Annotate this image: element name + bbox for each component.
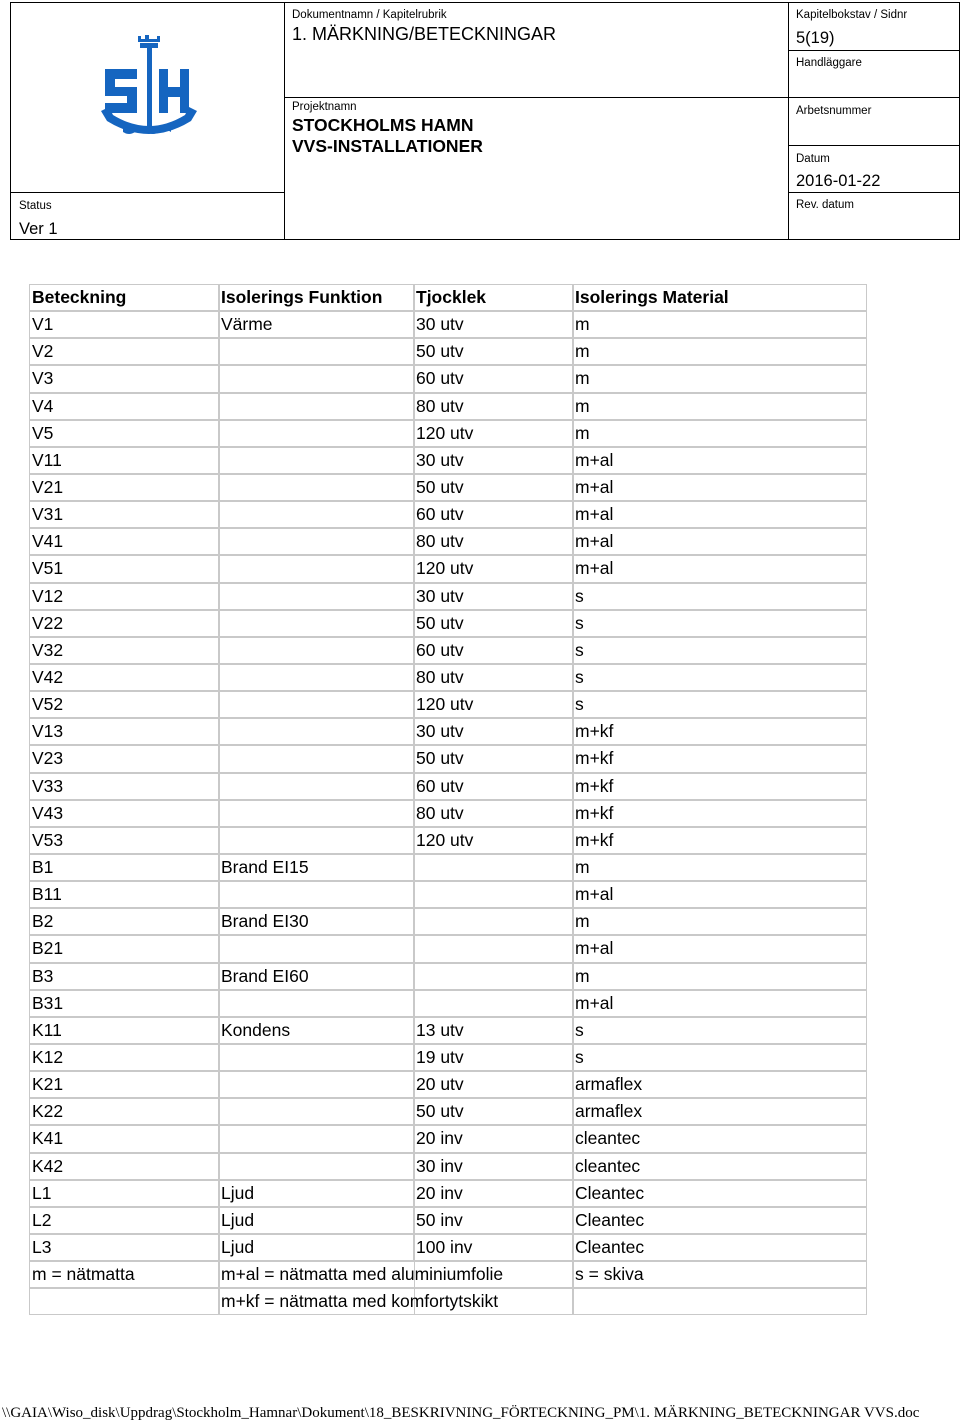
table-row bbox=[29, 501, 867, 528]
designation-cell: L1 bbox=[29, 1180, 220, 1207]
table-row bbox=[29, 1153, 867, 1180]
designation-cell: V42 bbox=[29, 664, 220, 691]
thickness-cell: 20 inv bbox=[413, 1180, 574, 1207]
material-cell: m bbox=[572, 963, 867, 990]
divider bbox=[788, 50, 959, 51]
column-header-material: Isolerings Material bbox=[572, 284, 867, 311]
thickness-cell: 50 utv bbox=[413, 338, 574, 365]
function-cell bbox=[218, 528, 415, 555]
material-cell: s bbox=[572, 583, 867, 610]
designation-cell: B2 bbox=[29, 908, 220, 935]
material-cell: s bbox=[572, 610, 867, 637]
project-name-line1: STOCKHOLMS HAMN bbox=[292, 115, 474, 135]
designation-cell: V1 bbox=[29, 311, 220, 338]
stockholms-hamn-logo bbox=[93, 33, 205, 141]
material-cell: Cleantec bbox=[572, 1234, 867, 1261]
function-cell: Brand EI30 bbox=[218, 908, 415, 935]
material-cell: Cleantec bbox=[572, 1180, 867, 1207]
table-row bbox=[29, 1044, 867, 1071]
thickness-cell: 30 utv bbox=[413, 311, 574, 338]
designation-cell: B11 bbox=[29, 881, 220, 908]
material-cell: m bbox=[572, 338, 867, 365]
material-cell: m bbox=[572, 393, 867, 420]
column-header-function: Isolerings Funktion bbox=[218, 284, 415, 311]
table-row bbox=[29, 800, 867, 827]
designation-cell: V2 bbox=[29, 338, 220, 365]
material-cell: m bbox=[572, 365, 867, 392]
thickness-cell bbox=[413, 990, 574, 1017]
designation-cell: V4 bbox=[29, 393, 220, 420]
thickness-cell: 30 inv bbox=[413, 1153, 574, 1180]
table-row bbox=[29, 555, 867, 582]
function-cell bbox=[218, 474, 415, 501]
material-cell: cleantec bbox=[572, 1125, 867, 1152]
function-cell bbox=[218, 935, 415, 962]
function-cell bbox=[218, 1044, 415, 1071]
designation-cell: V51 bbox=[29, 555, 220, 582]
designation-cell: K41 bbox=[29, 1125, 220, 1152]
function-cell bbox=[218, 447, 415, 474]
thickness-cell: 60 utv bbox=[413, 501, 574, 528]
table-row bbox=[29, 365, 867, 392]
designation-cell: V12 bbox=[29, 583, 220, 610]
designation-cell: K42 bbox=[29, 1153, 220, 1180]
thickness-cell bbox=[413, 908, 574, 935]
function-cell: Brand EI60 bbox=[218, 963, 415, 990]
function-cell: m+al = nätmatta med aluminiumfolie bbox=[218, 1261, 415, 1288]
thickness-cell: 60 utv bbox=[413, 365, 574, 392]
designation-cell: V21 bbox=[29, 474, 220, 501]
material-cell: s bbox=[572, 1044, 867, 1071]
thickness-cell: 120 utv bbox=[413, 555, 574, 582]
material-cell: m+al bbox=[572, 501, 867, 528]
divider bbox=[788, 3, 789, 239]
function-cell bbox=[218, 1125, 415, 1152]
project-label: Projektnamn bbox=[292, 101, 357, 113]
function-cell bbox=[218, 365, 415, 392]
designation-cell: L3 bbox=[29, 1234, 220, 1261]
material-cell: m+al bbox=[572, 935, 867, 962]
designation-cell: B21 bbox=[29, 935, 220, 962]
thickness-cell: 80 utv bbox=[413, 664, 574, 691]
material-cell: m+al bbox=[572, 528, 867, 555]
table-row bbox=[29, 718, 867, 745]
designation-cell: V23 bbox=[29, 745, 220, 772]
designation-cell: V53 bbox=[29, 827, 220, 854]
designation-cell: V33 bbox=[29, 773, 220, 800]
material-cell: m+al bbox=[572, 881, 867, 908]
table-row bbox=[29, 474, 867, 501]
table-row bbox=[29, 637, 867, 664]
thickness-cell: 100 inv bbox=[413, 1234, 574, 1261]
material-cell: m+kf bbox=[572, 718, 867, 745]
table-row bbox=[29, 1180, 867, 1207]
designation-cell: K12 bbox=[29, 1044, 220, 1071]
document-header bbox=[10, 2, 960, 240]
designation-cell: V13 bbox=[29, 718, 220, 745]
thickness-cell: 120 utv bbox=[413, 420, 574, 447]
material-cell: m+kf bbox=[572, 745, 867, 772]
thickness-cell: 80 utv bbox=[413, 528, 574, 555]
function-cell bbox=[218, 800, 415, 827]
function-cell bbox=[218, 827, 415, 854]
function-cell bbox=[218, 555, 415, 582]
legend-row bbox=[29, 1261, 867, 1288]
divider bbox=[11, 192, 284, 193]
function-cell bbox=[218, 718, 415, 745]
table-row bbox=[29, 1234, 867, 1261]
divider bbox=[284, 3, 285, 239]
material-cell: Cleantec bbox=[572, 1207, 867, 1234]
table-row bbox=[29, 610, 867, 637]
table-row bbox=[29, 528, 867, 555]
thickness-cell: 20 utv bbox=[413, 1071, 574, 1098]
designation-cell: L2 bbox=[29, 1207, 220, 1234]
designation-cell: V41 bbox=[29, 528, 220, 555]
date-label: Datum bbox=[796, 153, 830, 165]
designation-cell: V52 bbox=[29, 691, 220, 718]
table-row bbox=[29, 773, 867, 800]
table-row bbox=[29, 691, 867, 718]
material-cell: m+kf bbox=[572, 773, 867, 800]
designation-cell: V31 bbox=[29, 501, 220, 528]
material-cell: m+al bbox=[572, 990, 867, 1017]
function-cell bbox=[218, 691, 415, 718]
designation-cell: K21 bbox=[29, 1071, 220, 1098]
table-row bbox=[29, 990, 867, 1017]
file-path-footer: \\GAIA\Wiso_disk\Uppdrag\Stockholm_Hamnar\Dokument\18_BESKRIVNING_FÖRTECKNING_PM\1. MÄRKNING_BETECKNINGAR VVS.doc bbox=[2, 1405, 920, 1421]
table-row bbox=[29, 827, 867, 854]
material-cell: m bbox=[572, 908, 867, 935]
function-cell bbox=[218, 773, 415, 800]
table-row bbox=[29, 1071, 867, 1098]
thickness-cell: 19 utv bbox=[413, 1044, 574, 1071]
thickness-cell: 60 utv bbox=[413, 637, 574, 664]
column-header-thickness: Tjocklek bbox=[413, 284, 574, 311]
divider bbox=[284, 97, 959, 98]
thickness-cell: 120 utv bbox=[413, 691, 574, 718]
function-cell bbox=[218, 501, 415, 528]
thickness-cell: 50 inv bbox=[413, 1207, 574, 1234]
designation-cell: B3 bbox=[29, 963, 220, 990]
thickness-cell bbox=[413, 854, 574, 881]
material-cell: s bbox=[572, 691, 867, 718]
function-cell bbox=[218, 610, 415, 637]
handler-label: Handläggare bbox=[796, 57, 862, 69]
thickness-cell: 20 inv bbox=[413, 1125, 574, 1152]
function-cell: Värme bbox=[218, 311, 415, 338]
thickness-cell: 50 utv bbox=[413, 610, 574, 637]
table-row bbox=[29, 881, 867, 908]
function-cell bbox=[218, 583, 415, 610]
table-row bbox=[29, 935, 867, 962]
function-cell bbox=[218, 338, 415, 365]
status-value: Ver 1 bbox=[19, 220, 58, 238]
function-cell bbox=[218, 637, 415, 664]
material-cell: s bbox=[572, 664, 867, 691]
revision-date-label: Rev. datum bbox=[796, 199, 854, 211]
table-row bbox=[29, 311, 867, 338]
designation-cell: B31 bbox=[29, 990, 220, 1017]
function-cell: Ljud bbox=[218, 1180, 415, 1207]
material-cell: m bbox=[572, 420, 867, 447]
designation-cell: V22 bbox=[29, 610, 220, 637]
insulation-table bbox=[29, 284, 867, 1315]
function-cell: Ljud bbox=[218, 1207, 415, 1234]
table-row bbox=[29, 664, 867, 691]
designation-cell: V3 bbox=[29, 365, 220, 392]
date-value: 2016-01-22 bbox=[796, 172, 881, 190]
table-header-row bbox=[29, 284, 867, 311]
table-row bbox=[29, 1207, 867, 1234]
function-cell bbox=[218, 393, 415, 420]
document-title: 1. MÄRKNING/BETECKNINGAR bbox=[292, 24, 557, 44]
thickness-cell: 50 utv bbox=[413, 474, 574, 501]
material-cell: s = skiva bbox=[572, 1261, 867, 1288]
table-row bbox=[29, 1017, 867, 1044]
function-cell: Ljud bbox=[218, 1234, 415, 1261]
material-cell bbox=[572, 1288, 867, 1315]
thickness-cell: 30 utv bbox=[413, 583, 574, 610]
material-cell: m+kf bbox=[572, 800, 867, 827]
material-cell: s bbox=[572, 637, 867, 664]
table-row bbox=[29, 583, 867, 610]
function-cell bbox=[218, 745, 415, 772]
material-cell: m bbox=[572, 854, 867, 881]
function-cell: Brand EI15 bbox=[218, 854, 415, 881]
chapter-label: Kapitelbokstav / Sidnr bbox=[796, 9, 908, 21]
table-row bbox=[29, 908, 867, 935]
designation-cell: m = nätmatta bbox=[29, 1261, 220, 1288]
thickness-cell: 80 utv bbox=[413, 393, 574, 420]
function-cell bbox=[218, 420, 415, 447]
designation-cell: V5 bbox=[29, 420, 220, 447]
function-cell bbox=[218, 664, 415, 691]
material-cell: s bbox=[572, 1017, 867, 1044]
material-cell: m+al bbox=[572, 447, 867, 474]
divider bbox=[788, 145, 959, 146]
function-cell bbox=[218, 1071, 415, 1098]
thickness-cell: 13 utv bbox=[413, 1017, 574, 1044]
table-row bbox=[29, 963, 867, 990]
column-header-designation: Beteckning bbox=[29, 284, 220, 311]
thickness-cell: 80 utv bbox=[413, 800, 574, 827]
legend-row bbox=[29, 1288, 867, 1315]
designation-cell: B1 bbox=[29, 854, 220, 881]
table-row bbox=[29, 745, 867, 772]
material-cell: cleantec bbox=[572, 1153, 867, 1180]
divider bbox=[788, 192, 959, 193]
thickness-cell: 30 utv bbox=[413, 447, 574, 474]
table-row bbox=[29, 1125, 867, 1152]
table-row bbox=[29, 338, 867, 365]
thickness-cell: 50 utv bbox=[413, 745, 574, 772]
thickness-cell bbox=[413, 881, 574, 908]
function-cell: m+kf = nätmatta med komfortytskikt bbox=[218, 1288, 415, 1315]
material-cell: m+al bbox=[572, 555, 867, 582]
designation-cell: V43 bbox=[29, 800, 220, 827]
material-cell: armaflex bbox=[572, 1071, 867, 1098]
designation-cell: V11 bbox=[29, 447, 220, 474]
function-cell bbox=[218, 1098, 415, 1125]
material-cell: armaflex bbox=[572, 1098, 867, 1125]
material-cell: m+kf bbox=[572, 827, 867, 854]
designation-cell: K11 bbox=[29, 1017, 220, 1044]
thickness-cell: 50 utv bbox=[413, 1098, 574, 1125]
thickness-cell bbox=[413, 935, 574, 962]
table-row bbox=[29, 854, 867, 881]
function-cell: Kondens bbox=[218, 1017, 415, 1044]
designation-cell bbox=[29, 1288, 220, 1315]
table-row bbox=[29, 447, 867, 474]
function-cell bbox=[218, 881, 415, 908]
designation-cell: K22 bbox=[29, 1098, 220, 1125]
table-row bbox=[29, 420, 867, 447]
table-row bbox=[29, 1098, 867, 1125]
material-cell: m bbox=[572, 311, 867, 338]
material-cell: m+al bbox=[572, 474, 867, 501]
document-name-label: Dokumentnamn / Kapitelrubrik bbox=[292, 9, 447, 21]
thickness-cell: 120 utv bbox=[413, 827, 574, 854]
function-cell bbox=[218, 990, 415, 1017]
page-number: 5(19) bbox=[796, 29, 835, 47]
work-number-label: Arbetsnummer bbox=[796, 105, 872, 117]
thickness-cell bbox=[413, 963, 574, 990]
thickness-cell: 30 utv bbox=[413, 718, 574, 745]
status-label: Status bbox=[19, 200, 52, 212]
designation-cell: V32 bbox=[29, 637, 220, 664]
function-cell bbox=[218, 1153, 415, 1180]
thickness-cell: 60 utv bbox=[413, 773, 574, 800]
project-name-line2: VVS-INSTALLATIONER bbox=[292, 136, 483, 156]
table-row bbox=[29, 393, 867, 420]
